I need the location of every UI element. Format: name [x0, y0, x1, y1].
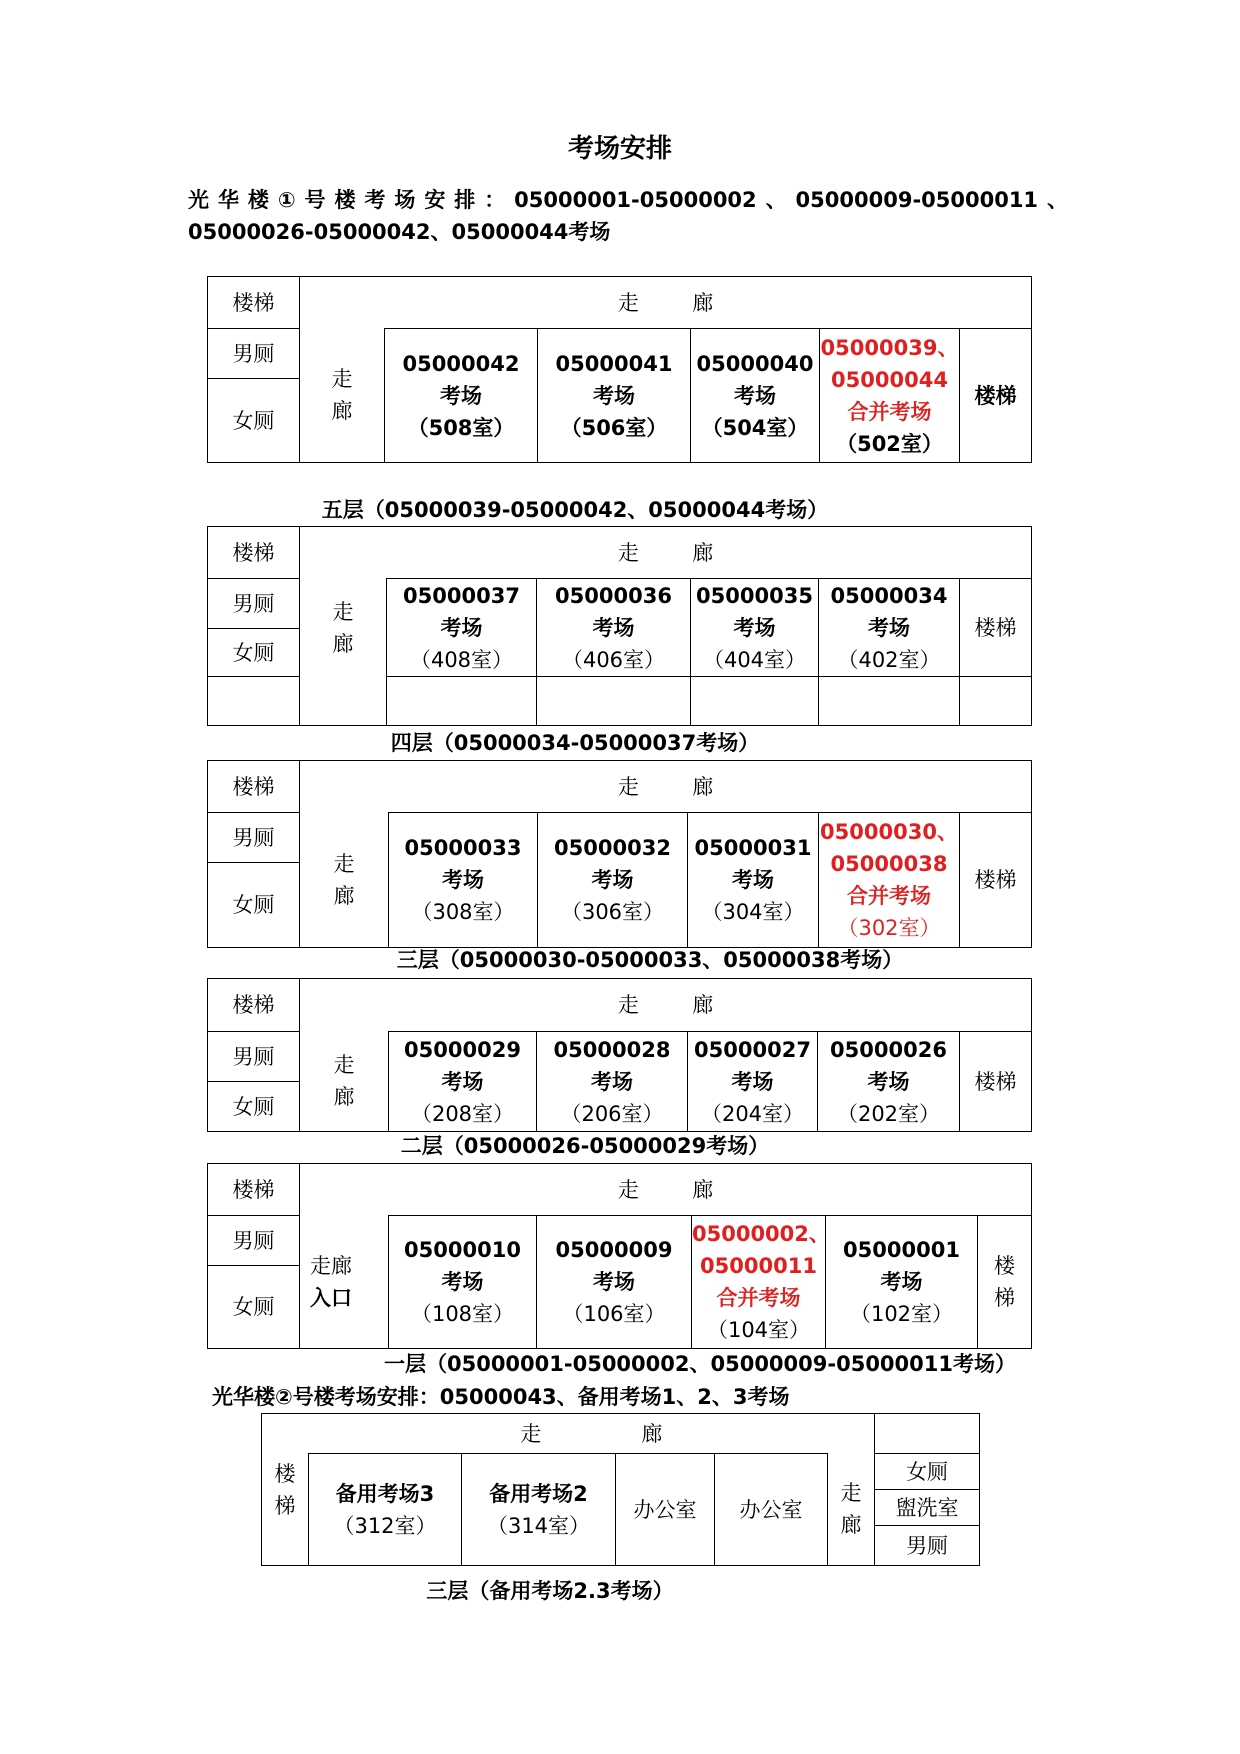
- exam-room-402: 05000034 考场 （402室）: [819, 579, 960, 677]
- building2-heading: 光华楼②号楼考场安排：05000043、备用考场1、2、3考场: [212, 1385, 790, 1409]
- empty-cell: [819, 677, 960, 726]
- stairs-right: 楼梯: [960, 1032, 1032, 1132]
- corridor-side: 走 廊: [300, 329, 385, 463]
- exam-room-202: 05000026 考场 （202室）: [818, 1032, 960, 1132]
- building1-intro: [188, 184, 1068, 248]
- stairs-left: 楼 梯: [262, 1414, 309, 1566]
- mens-restroom: 男厕: [208, 813, 300, 863]
- exam-room-204: 05000027 考场 （204室）: [688, 1032, 818, 1132]
- corridor-side: 走 廊: [828, 1454, 875, 1566]
- floor1-plan: [207, 1163, 1032, 1349]
- reserve-room-312: 备用考场3 （312室）: [309, 1454, 462, 1566]
- stairs-right: 楼梯: [960, 579, 1032, 677]
- stairs-cell: 楼梯: [208, 277, 300, 329]
- floor1-caption: 一层（05000001-05000002、05000009-05000011考场）: [383, 1352, 1016, 1376]
- washroom: 盥洗室: [875, 1490, 980, 1526]
- exam-room-406: 05000036 考场 （406室）: [537, 579, 691, 677]
- floor2-plan: [207, 978, 1032, 1132]
- mens-restroom: 男厕: [208, 329, 300, 379]
- floor2-caption: 二层（05000026-05000029考场）: [400, 1134, 770, 1158]
- corridor-top: 走 廊: [300, 527, 1032, 579]
- mens-restroom: 男厕: [875, 1526, 980, 1566]
- floor3-caption: 三层（05000030-05000033、05000038考场）: [396, 948, 904, 972]
- intro-line-1: 光华楼①号楼考场安排：05000001-05000002、05000009-05000011、: [188, 188, 1068, 212]
- exam-room-306: 05000032 考场 （306室）: [538, 813, 688, 948]
- stairs-right: 楼 梯: [978, 1216, 1032, 1349]
- floor3-plan: [207, 760, 1032, 948]
- empty-cell: [387, 677, 537, 726]
- corridor-side: 走 廊: [300, 1032, 389, 1132]
- exam-room-206: 05000028 考场 （206室）: [537, 1032, 688, 1132]
- page-title: 考场安排: [567, 134, 672, 164]
- empty-cell: [875, 1414, 980, 1454]
- corridor-top: 走 廊: [300, 761, 1032, 813]
- exam-room-504: 05000040 考场 （504室）: [691, 329, 820, 463]
- exam-room-508: 05000042 考场 （508室）: [385, 329, 538, 463]
- reserve-room-314: 备用考场2 （314室）: [462, 1454, 616, 1566]
- womens-restroom: 女厕: [208, 1266, 300, 1349]
- corridor-top: 走 廊: [300, 979, 1032, 1032]
- exam-room-502-merged: 05000039、 05000044 合并考场 （502室）: [820, 329, 960, 463]
- exam-room-106: 05000009 考场 （106室）: [537, 1216, 692, 1349]
- exam-room-308: 05000033 考场 （308室）: [389, 813, 538, 948]
- corridor-top: 走 廊: [300, 1164, 1032, 1216]
- exam-room-408: 05000037 考场 （408室）: [387, 579, 537, 677]
- womens-restroom: 女厕: [875, 1454, 980, 1490]
- floor4-plan: [207, 526, 1032, 726]
- exam-room-404: 05000035 考场 （404室）: [691, 579, 819, 677]
- floor5-plan: [207, 276, 1032, 463]
- empty-cell: [691, 677, 819, 726]
- mens-restroom: 男厕: [208, 1216, 300, 1266]
- exam-room-108: 05000010 考场 （108室）: [389, 1216, 537, 1349]
- corridor-side: 走 廊: [300, 813, 389, 948]
- mens-restroom: 男厕: [208, 1032, 300, 1082]
- mens-restroom: 男厕: [208, 579, 300, 629]
- empty-cell: [960, 677, 1032, 726]
- building2-caption: 三层（备用考场2.3考场）: [426, 1579, 674, 1603]
- exam-room-104-merged: 05000002、 05000011 合并考场 （104室）: [692, 1216, 826, 1349]
- womens-restroom: 女厕: [208, 629, 300, 677]
- office-1: 办公室: [616, 1454, 715, 1566]
- intro-line-2: 05000026-05000042、05000044考场: [188, 220, 611, 244]
- floor4-caption: 四层（05000034-05000037考场）: [390, 731, 760, 755]
- exam-room-102: 05000001 考场 （102室）: [826, 1216, 978, 1349]
- stairs-cell: 楼梯: [208, 1164, 300, 1216]
- exam-room-506: 05000041 考场 （506室）: [538, 329, 691, 463]
- stairs-cell: 楼梯: [208, 761, 300, 813]
- stairs-cell: 楼梯: [208, 527, 300, 579]
- stairs-right: 楼梯: [960, 329, 1032, 463]
- floor5-caption: 五层（05000039-05000042、05000044考场）: [321, 498, 829, 522]
- exam-room-302-merged: 05000030、 05000038 合并考场 （302室）: [819, 813, 960, 948]
- stairs-cell: 楼梯: [208, 979, 300, 1032]
- womens-restroom: 女厕: [208, 863, 300, 948]
- building2-floor3-plan: [261, 1413, 980, 1566]
- empty-cell: [208, 677, 300, 726]
- womens-restroom: 女厕: [208, 1082, 300, 1132]
- exam-room-304: 05000031 考场 （304室）: [688, 813, 819, 948]
- corridor-entrance: 走廊 入口: [300, 1216, 389, 1349]
- office-2: 办公室: [715, 1454, 828, 1566]
- corridor-top: 走 廊: [300, 277, 1032, 329]
- stairs-right: 楼梯: [960, 813, 1032, 948]
- corridor-top: 走 廊: [309, 1414, 875, 1454]
- empty-cell: [300, 677, 387, 726]
- exam-room-208: 05000029 考场 （208室）: [389, 1032, 537, 1132]
- womens-restroom: 女厕: [208, 379, 300, 463]
- corridor-side: 走 廊: [300, 579, 387, 677]
- empty-cell: [537, 677, 691, 726]
